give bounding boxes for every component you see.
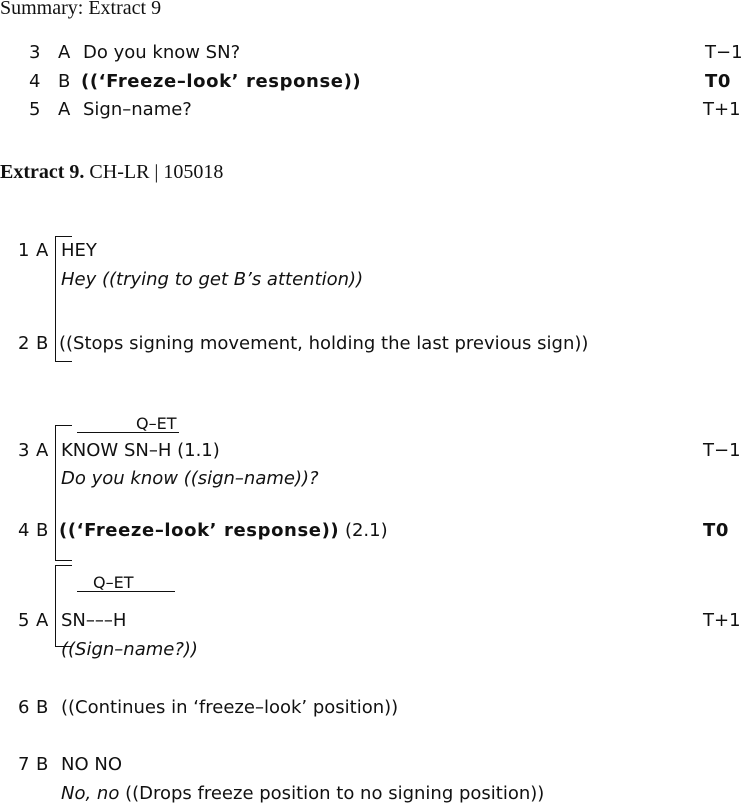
nonmanual-marker: Q–ET — [136, 414, 177, 433]
translation-rest: ((Drops freeze position to no signing position)) — [119, 783, 545, 804]
summary-line-speaker: A — [58, 42, 71, 63]
translation: Hey ((trying to get B’s attention)) — [61, 269, 364, 290]
turn-tag: T+1 — [703, 610, 741, 631]
nonmanual-marker: Q–ET — [93, 573, 134, 592]
summary-line-tag: T0 — [705, 71, 732, 92]
extract-title — [0, 161, 223, 184]
utterance — [59, 520, 388, 541]
line-number: 3 — [18, 440, 30, 461]
summary-line-speaker: A — [58, 99, 71, 120]
gloss: KNOW SN–H (1.1) — [61, 440, 220, 461]
turn-bracket — [55, 565, 72, 647]
summary-line-num: 4 — [29, 71, 41, 92]
line-number: 6 — [18, 697, 30, 718]
speaker: B — [36, 697, 49, 718]
utterance: ((Continues in ‘freeze–look’ position)) — [61, 697, 399, 718]
summary-line-num: 3 — [29, 42, 41, 63]
summary-line-text: Sign–name? — [83, 99, 192, 120]
speaker: B — [36, 754, 49, 775]
summary-title: Summary: Extract 9 — [0, 0, 162, 19]
gloss: SN–––H — [61, 610, 127, 631]
utterance-rest: (2.1) — [339, 520, 388, 541]
translation: ((Sign–name?)) — [61, 639, 198, 660]
summary-line-tag: T−1 — [705, 42, 743, 63]
utterance-bold: ((‘Freeze–look’ response)) — [59, 520, 340, 541]
summary-line-tag: T+1 — [703, 99, 741, 120]
utterance: ((Stops signing movement, holding the last previous sign)) — [59, 333, 589, 354]
line-number: 2 — [18, 333, 30, 354]
speaker: B — [36, 333, 49, 354]
line-number: 4 — [18, 520, 30, 541]
summary-line-num: 5 — [29, 99, 41, 120]
turn-tag: T−1 — [703, 440, 741, 461]
line-number: 5 — [18, 610, 30, 631]
summary-line-speaker: B — [58, 71, 71, 92]
translation-italic: No, no — [61, 783, 120, 804]
line-number: 7 — [18, 754, 30, 775]
summary-line-text: Do you know SN? — [83, 42, 241, 63]
turn-tag: T0 — [703, 520, 730, 541]
summary-line-text: ((‘Freeze–look’ response)) — [81, 71, 362, 92]
speaker: A — [36, 240, 49, 261]
translation — [61, 783, 544, 804]
speaker: A — [36, 610, 49, 631]
gloss: HEY — [61, 240, 97, 261]
gloss: NO NO — [61, 754, 122, 775]
translation: Do you know ((sign–name))? — [61, 468, 319, 489]
line-number: 1 — [18, 240, 30, 261]
extract-code: CH-LR | 105018 — [89, 161, 224, 183]
speaker: B — [36, 520, 49, 541]
extract-label: Extract 9. — [0, 161, 85, 183]
speaker: A — [36, 440, 49, 461]
